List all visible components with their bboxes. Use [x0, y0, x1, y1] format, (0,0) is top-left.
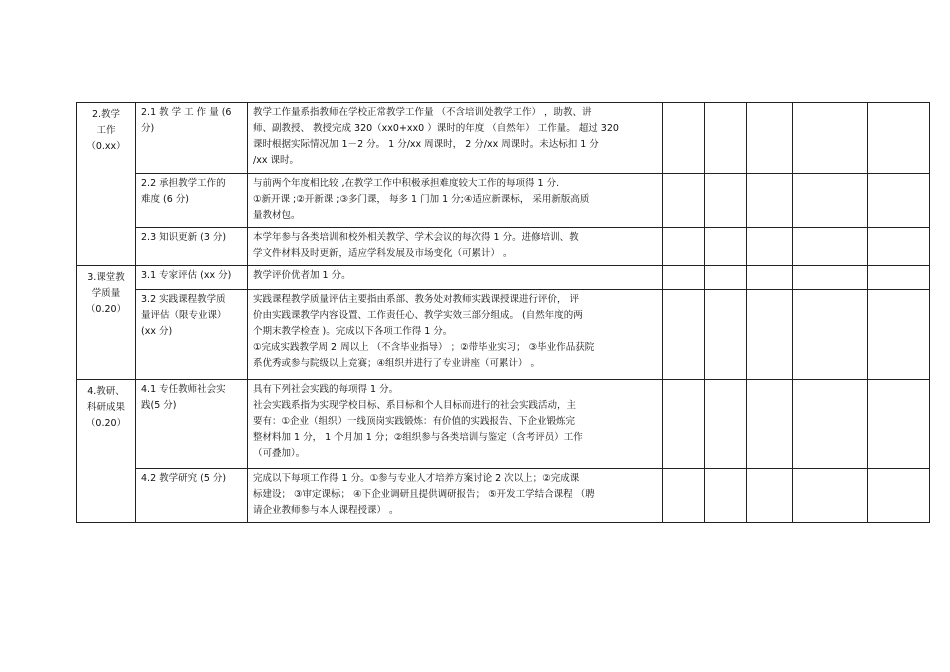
description-cell	[248, 103, 663, 174]
text-line: 请企业教师参与本人课程授课） 。	[253, 505, 399, 516]
score-cell[interactable]	[747, 174, 793, 228]
item-cell	[136, 228, 248, 266]
score-cell[interactable]	[793, 228, 868, 266]
item-cell	[136, 266, 248, 290]
score-cell[interactable]	[663, 174, 705, 228]
text-line: 2.1 教 学 工 作 量 (6	[141, 107, 232, 118]
text-line: 3.1 专家评估 (xx 分)	[141, 270, 232, 281]
score-cell[interactable]	[868, 380, 930, 469]
text-line: （0.20）	[85, 418, 127, 429]
text-line: 3.2 实践课程教学质	[141, 294, 226, 305]
text-line: (xx 分)	[141, 326, 173, 337]
text-line: 实践课程教学质量评估主要指由系部、教务处对教师实践课授课进行评价， 评	[253, 294, 580, 305]
score-cell[interactable]	[868, 174, 930, 228]
text-line: 个期末教学检查 )。完成以下各项工作得 1 分。	[253, 326, 453, 337]
text-line: 4.1 专任教师社会实	[141, 384, 226, 395]
score-cell[interactable]	[663, 380, 705, 469]
score-cell[interactable]	[705, 103, 747, 174]
score-cell[interactable]	[747, 380, 793, 469]
text-line: 师、副教授、 教授完成 320（xx0+xx0 ）课时的年度 （自然年） 工作量。 超过 320	[253, 123, 619, 134]
text-line: 整材料加 1 分， 1 个月加 1 分；②组织参与各类培训与鉴定（含考评员）工作	[253, 432, 583, 443]
text-line: 教学工作量系指教师在学校正常教学工作量 （不含培训处教学工作） ，助教、讲	[253, 107, 592, 118]
table-row	[77, 290, 930, 380]
category-research-results	[77, 380, 136, 523]
text-line: 学质量	[91, 288, 121, 299]
score-cell[interactable]	[747, 469, 793, 523]
text-line: 2.3 知识更新 (3 分)	[141, 232, 227, 243]
description-cell	[248, 290, 663, 380]
table-row	[77, 174, 930, 228]
score-cell[interactable]	[868, 290, 930, 380]
text-line: 课时根据实际情况加 1－2 分。 1 分/xx 周课时， 2 分/xx 周课时。未达标扣 1 分	[253, 139, 599, 150]
text-line: 量教材包。	[253, 210, 301, 221]
evaluation-table	[76, 102, 930, 523]
text-line: ①新开课 ;②开新课 ;③多门课， 每多 1 门加 1 分;④适应新课标， 采用新版高质	[253, 194, 590, 205]
score-cell[interactable]	[793, 266, 868, 290]
score-cell[interactable]	[705, 266, 747, 290]
text-line: ①完成实践教学周 2 周以上 （不含毕业指导） ；②带毕业实习； ③毕业作品获院	[253, 342, 595, 353]
description-cell	[248, 174, 663, 228]
text-line: 2.教学	[91, 109, 121, 120]
score-cell[interactable]	[747, 290, 793, 380]
category-teaching-work	[77, 103, 136, 266]
text-line: 2.2 承担教学工作的	[141, 178, 226, 189]
text-line: 社会实践系指为实现学校目标、系目标和个人目标而进行的社会实践活动，主	[253, 400, 577, 411]
item-cell	[136, 469, 248, 523]
text-line: 难度 (6 分)	[141, 194, 189, 205]
text-line: 价由实践课教学内容设置、工作责任心、教学实效三部分组成。 (自然年度的两	[253, 310, 583, 321]
score-cell[interactable]	[705, 469, 747, 523]
text-line: /xx 课时。	[253, 155, 299, 166]
score-cell[interactable]	[793, 469, 868, 523]
text-line: 4.教研、	[87, 386, 125, 397]
text-line: 4.2 教学研究 (5 分)	[141, 473, 227, 484]
description-cell	[248, 228, 663, 266]
score-cell[interactable]	[705, 174, 747, 228]
table-row	[77, 380, 930, 469]
score-cell[interactable]	[868, 103, 930, 174]
score-cell[interactable]	[705, 380, 747, 469]
description-cell	[248, 380, 663, 469]
score-cell[interactable]	[793, 290, 868, 380]
item-cell	[136, 174, 248, 228]
text-line: 量评估（限专业课）	[141, 310, 227, 321]
score-cell[interactable]	[663, 266, 705, 290]
score-cell[interactable]	[747, 103, 793, 174]
score-cell[interactable]	[868, 266, 930, 290]
item-cell	[136, 103, 248, 174]
text-line: 完成以下每项工作得 1 分。①参与专业人才培养方案讨论 2 次以上；②完成课	[253, 473, 580, 484]
score-cell[interactable]	[868, 469, 930, 523]
score-cell[interactable]	[793, 174, 868, 228]
text-line: （0.20）	[85, 304, 127, 315]
text-line: 要有：①企业（组织）一线顶岗实践锻炼：有价值的实践报告、下企业锻炼完	[253, 416, 576, 427]
text-line: 学文件材料及时更新，适应学科发展及市场变化（可累计） 。	[253, 248, 513, 259]
score-cell[interactable]	[663, 228, 705, 266]
score-cell[interactable]	[747, 266, 793, 290]
score-cell[interactable]	[705, 228, 747, 266]
score-cell[interactable]	[663, 290, 705, 380]
text-line: 3.课堂教	[87, 272, 125, 283]
text-line: （0.xx）	[86, 141, 126, 152]
category-classroom-quality	[77, 266, 136, 380]
text-line: 具有下列社会实践的每项得 1 分。	[253, 384, 399, 395]
description-cell	[248, 469, 663, 523]
text-line: 工作	[96, 125, 116, 136]
table-row	[77, 103, 930, 174]
score-cell[interactable]	[793, 380, 868, 469]
text-line: 科研成果	[86, 402, 125, 413]
score-cell[interactable]	[868, 228, 930, 266]
score-cell[interactable]	[705, 290, 747, 380]
text-line: 标建设； ③审定课标； ④下企业调研且提供调研报告； ⑤开发工学结合课程 （聘	[253, 489, 595, 500]
text-line: 分)	[141, 123, 155, 134]
description-cell	[248, 266, 663, 290]
table-row	[77, 228, 930, 266]
text-line: 本学年参与各类培训和校外相关教学、学术会议的每次得 1 分。进修培训、教	[253, 232, 579, 243]
text-line: 与前两个年度相比较 ,在教学工作中积极承担难度较大工作的每项得 1 分.	[253, 178, 560, 189]
score-cell[interactable]	[747, 228, 793, 266]
item-cell	[136, 290, 248, 380]
text-line: 践(5 分)	[141, 400, 177, 411]
item-cell	[136, 380, 248, 469]
text-line: 系优秀或参与院级以上竞赛；④组织并进行了专业讲座（可累计） 。	[253, 358, 541, 369]
score-cell[interactable]	[663, 469, 705, 523]
score-cell[interactable]	[663, 103, 705, 174]
text-line: （可叠加）。	[253, 448, 306, 459]
table-row	[77, 266, 930, 290]
text-line: 教学评价优者加 1 分。	[253, 270, 351, 281]
table-row	[77, 469, 930, 523]
score-cell[interactable]	[793, 103, 868, 174]
